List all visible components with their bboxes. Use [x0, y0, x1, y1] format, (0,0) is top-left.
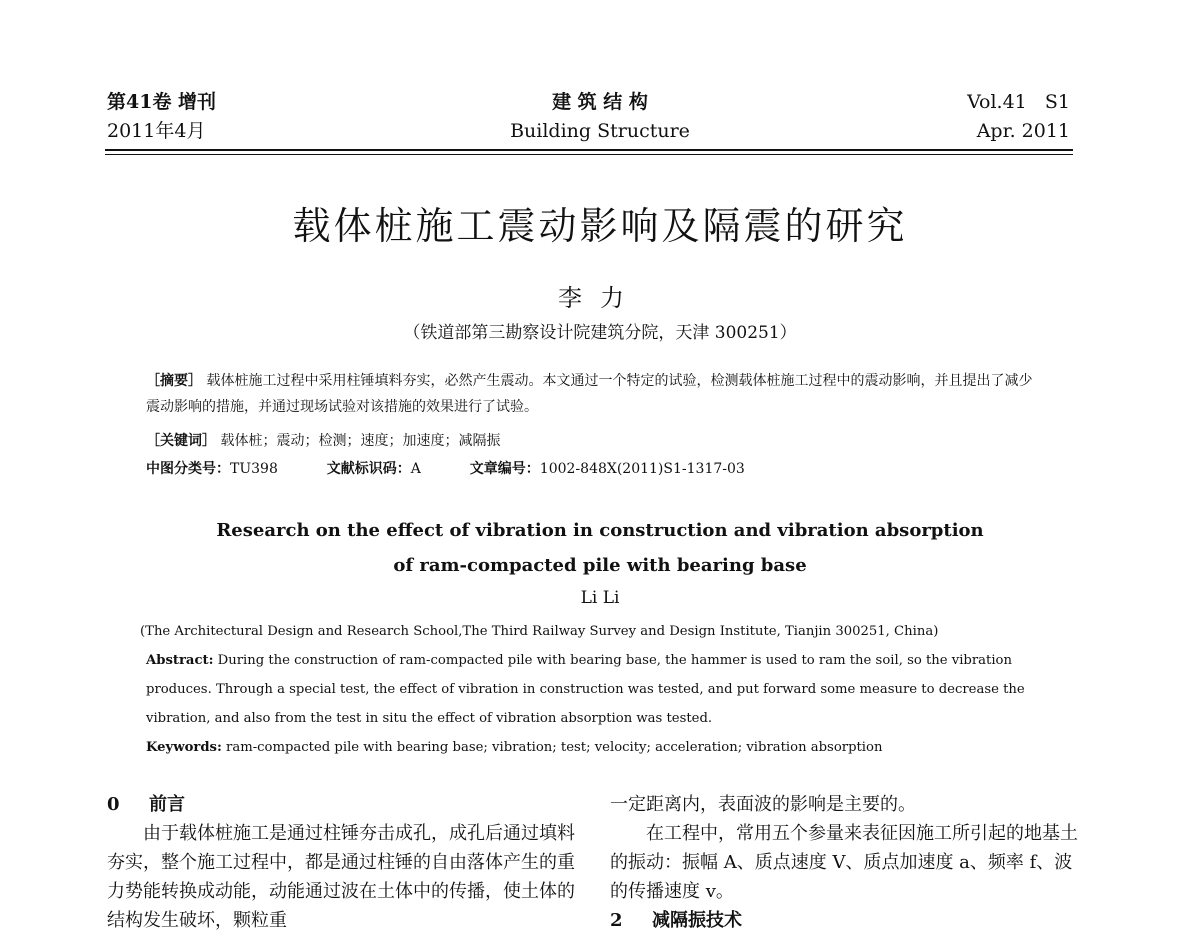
section-2-heading: [610, 906, 1080, 935]
abstract-cn: [146, 368, 1046, 420]
english-keywords: [146, 733, 1066, 762]
header-issue-date: Apr. 2011: [976, 120, 1070, 142]
english-title-line1: Research on the effect of vibration in construction and vibration absorption: [216, 520, 984, 541]
header-volume: 第41卷 增刊: [107, 91, 217, 113]
clc-value: TU398: [230, 461, 278, 477]
section-0-paragraph: 由于载体桩施工是通过柱锤夯击成孔，成孔后通过填料夯实，整个施工过程中，都是通过柱锤的自由落体产生的重力势能转换成动能，动能通过波在土体中的传播，使土体的结构发生破坏，颗粒重: [107, 823, 575, 931]
header-rule-bottom: [105, 154, 1073, 155]
english-keywords-label: Keywords:: [146, 740, 222, 755]
section-0-title: 前言: [149, 794, 185, 815]
clc-label: 中图分类号：: [146, 461, 230, 477]
english-abstract-text: During the construction of ram-compacted pile with bearing base, the hammer is used to ram the soil, so the vibration produces. Through a special test, the effect of vibration in construction was tested, and put forward some measure to decrease the vibration, and also from the test in situ the effect of vibration absorption was tested.: [146, 653, 1025, 726]
header-issue: Vol.41 S1: [967, 91, 1070, 113]
article-affiliation: （铁道部第三勘察设计院建筑分院，天津 300251）: [403, 323, 797, 343]
english-author: Li Li: [580, 588, 620, 608]
right-column-line: 一定距离内，表面波的影响是主要的。: [610, 794, 916, 815]
article-no-label: 文章编号：: [469, 461, 540, 477]
english-affiliation: (The Architectural Design and Research School,The Third Railway Survey and Design Institute, Tianjin 300251, China): [140, 624, 939, 639]
doc-code-label: 文献标识码：: [326, 461, 411, 477]
abstract-label: ［摘要］: [146, 373, 202, 389]
doc-code-value: A: [410, 461, 421, 477]
header-journal-en: Building Structure: [510, 120, 690, 142]
abstract-text: 载体桩施工过程中采用柱锤填料夯实，必然产生震动。本文通过一个特定的试验，检测载体桩施工过程中的震动影响，并且提出了减少震动影响的措施，并通过现场试验对该措施的效果进行了试验。: [146, 373, 1033, 415]
keywords-cn: [146, 428, 1046, 454]
article-title: 载体桩施工震动影响及隔震的研究: [292, 204, 908, 248]
english-abstract-label: Abstract:: [146, 653, 214, 668]
keywords-text: 载体桩；震动；检测；速度；加速度；减隔振: [220, 433, 501, 449]
article-no-value: 1002-848X(2011)S1-1317-03: [539, 461, 745, 477]
header-date: 2011年4月: [107, 120, 206, 142]
english-abstract: [146, 646, 1066, 733]
section-2-title: 减隔振技术: [652, 910, 742, 931]
english-keywords-text: ram-compacted pile with bearing base; vibration; test; velocity; acceleration; vibration absorption: [221, 740, 883, 755]
english-title-line2: of ram-compacted pile with bearing base: [393, 555, 807, 576]
right-column-paragraph: 在工程中，常用五个参量来表征因施工所引起的地基土的振动：振幅 A、质点速度 V、质点加速度 a、频率 f、波的传播速度 v。: [610, 823, 1078, 902]
section-0-number: 0: [107, 794, 120, 815]
header-journal-cn: 建 筑 结 构: [552, 91, 648, 113]
classification-line: [146, 456, 1046, 482]
article-author: 李力: [558, 284, 642, 312]
header-rule-top: [105, 149, 1073, 151]
section-0-heading: [107, 790, 577, 819]
section-2-number: 2: [610, 910, 623, 931]
keywords-label: ［关键词］: [146, 433, 216, 449]
